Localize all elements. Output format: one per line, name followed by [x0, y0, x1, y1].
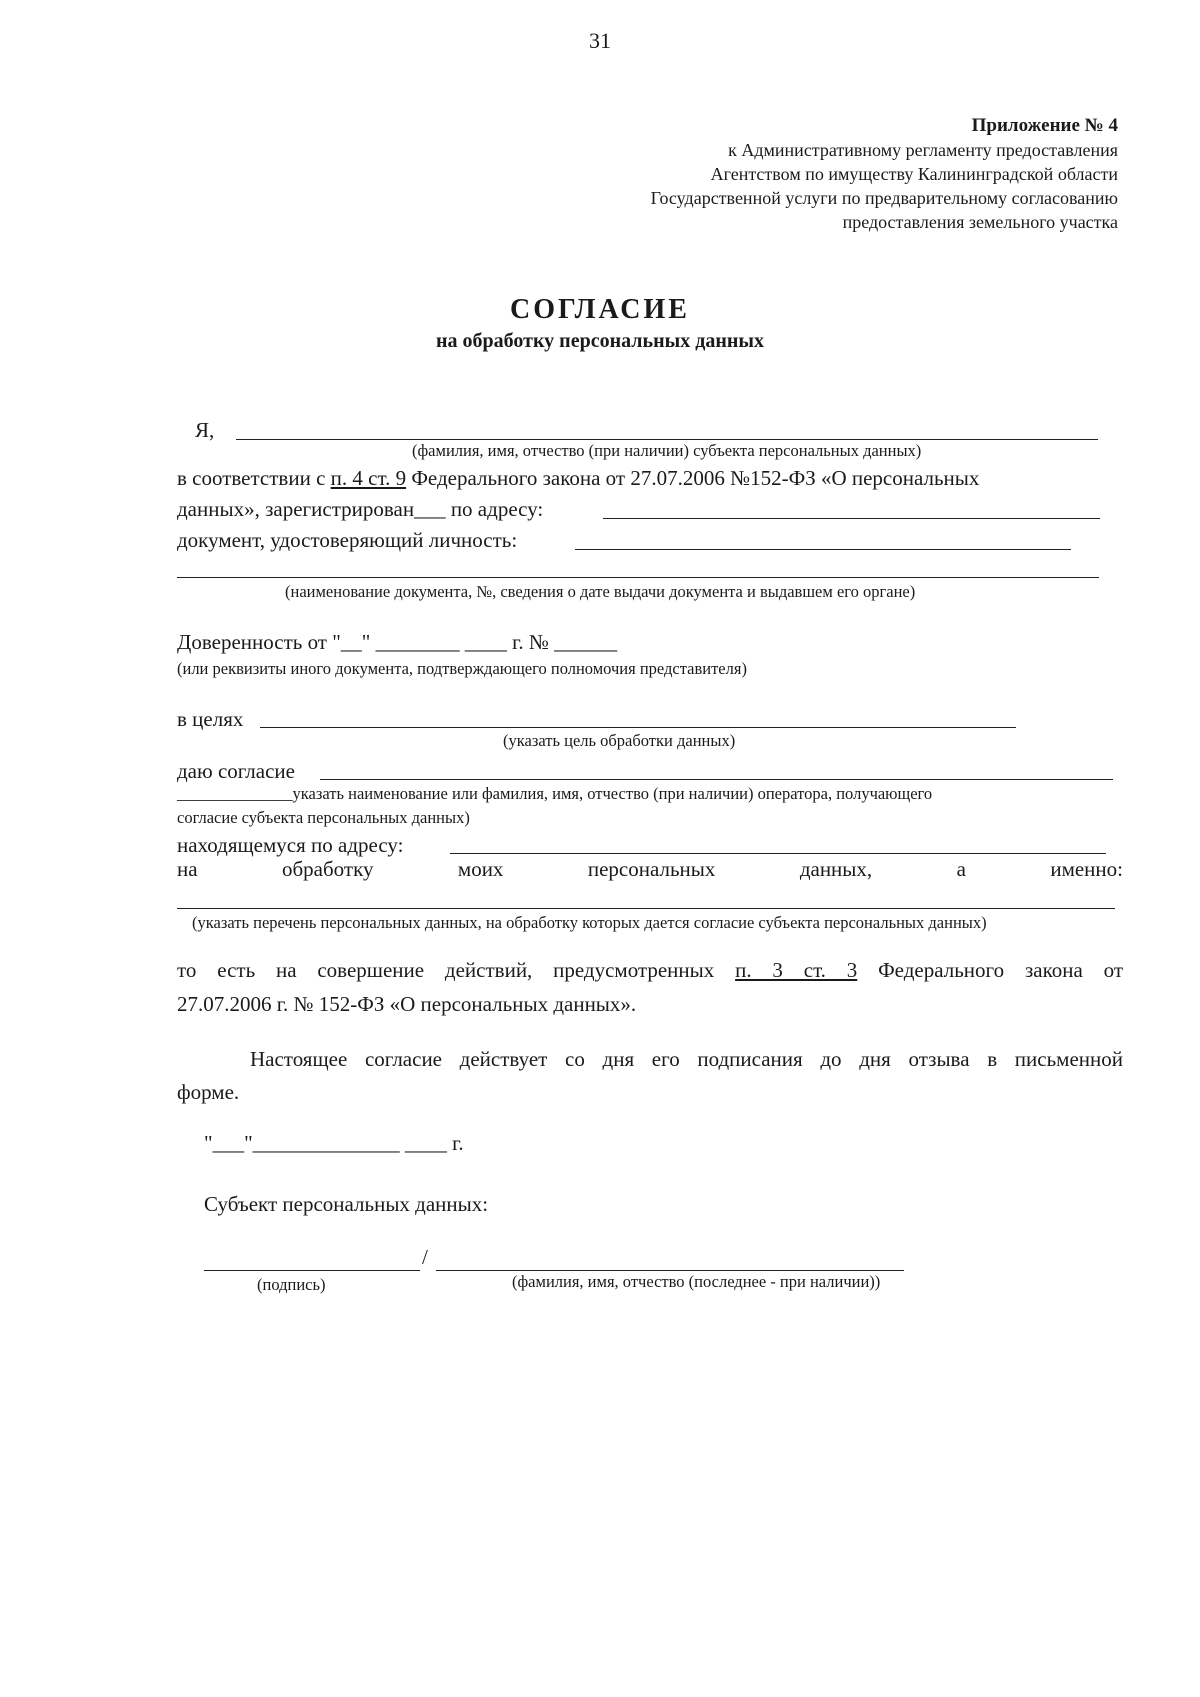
- location-label: находящемуся по адресу:: [177, 833, 404, 857]
- fio-signature-hint: (фамилия, имя, отчество (последнее - при наличии)): [512, 1272, 881, 1291]
- proxy-hint: (или реквизиты иного документа, подтверждающего полномочия представителя): [177, 659, 747, 678]
- address-field-line[interactable]: [603, 518, 1100, 519]
- data-list-field-line[interactable]: [177, 908, 1115, 909]
- subject-label: Субъект персональных данных:: [204, 1192, 489, 1216]
- processing-word: обработку: [281, 857, 374, 881]
- document-title: СОГЛАСИЕ: [510, 294, 690, 325]
- document-subtitle: на обработку персональных данных: [436, 330, 764, 352]
- purpose-field-line[interactable]: [260, 727, 1016, 728]
- fio-field-line[interactable]: [236, 439, 1098, 440]
- operator-hint-2: согласие субъекта персональных данных): [177, 808, 470, 827]
- i-label: Я,: [195, 418, 215, 442]
- processing-word: данных,: [799, 857, 873, 881]
- law-pre: в соответствии с: [177, 466, 331, 490]
- validity-line-1: Настоящее согласие действует со дня его подписания до дня отзыва в письменной: [250, 1047, 1123, 1071]
- address-label: данных», зарегистрирован___ по адресу:: [177, 497, 544, 521]
- processing-word: персональных: [587, 857, 716, 881]
- purpose-label: в целях: [177, 707, 244, 731]
- purpose-hint: (указать цель обработки данных): [503, 731, 736, 750]
- appendix-line: предоставления земельного участка: [842, 212, 1118, 232]
- actions-line-2: 27.07.2006 г. № 152-ФЗ «О персональных данных».: [177, 992, 637, 1016]
- appendix-block: [651, 114, 1118, 234]
- fio-signature-field-line[interactable]: [436, 1270, 904, 1271]
- processing-word: именно:: [1050, 857, 1123, 881]
- signature-field-line[interactable]: [204, 1270, 420, 1271]
- id-doc-hint: (наименование документа, №, сведения о дате выдачи документа и выдавшем его органе): [285, 582, 916, 601]
- proxy-label: Доверенность от "__" ________ ____ г. № ______: [177, 630, 618, 654]
- appendix-title: Приложение № 4: [971, 115, 1118, 136]
- appendix-line: к Административному регламенту предоставления: [728, 140, 1118, 160]
- processing-word: моих: [457, 857, 504, 881]
- operator-hint: ______________указать наименование или фамилия, имя, отчество (при наличии) оператора, получающего: [177, 784, 933, 803]
- processing-word: а: [956, 857, 966, 881]
- actions-post: Федерального закона от: [857, 958, 1123, 982]
- data-list-hint: (указать перечень персональных данных, на обработку которых дается согласие субъекта персональных данных): [192, 913, 987, 932]
- validity-line-2: форме.: [177, 1080, 240, 1104]
- appendix-line: Государственной услуги по предварительному согласованию: [650, 188, 1118, 208]
- id-doc-label: документ, удостоверяющий личность:: [177, 528, 518, 552]
- actions-line-1: [177, 958, 1123, 983]
- consent-label: даю согласие: [177, 759, 295, 783]
- actions-article-link[interactable]: п. 3 ст. 3: [735, 958, 858, 982]
- law-post: Федерального закона от 27.07.2006 №152-ФЗ «О персональных: [406, 466, 980, 490]
- date-field[interactable]: "___"______________ ____ г.: [204, 1131, 464, 1155]
- signature-hint: (подпись): [257, 1275, 326, 1294]
- appendix-line: Агентством по имуществу Калининградской области: [710, 164, 1118, 184]
- fio-hint: (фамилия, имя, отчество (при наличии) субъекта персональных данных): [412, 441, 922, 460]
- actions-pre: то есть на совершение действий, предусмотренных: [177, 958, 736, 982]
- id-doc-field-line[interactable]: [575, 549, 1071, 550]
- processing-row: [177, 857, 1123, 882]
- location-field-line[interactable]: [450, 853, 1106, 854]
- operator-field-line[interactable]: [320, 779, 1113, 780]
- signature-slash: /: [422, 1245, 428, 1269]
- law-reference-line: [177, 466, 979, 491]
- id-doc-field-line-2[interactable]: [177, 577, 1099, 578]
- processing-word: на: [177, 857, 198, 881]
- law-article-link[interactable]: п. 4 ст. 9: [330, 466, 407, 490]
- page-number: 31: [589, 28, 611, 53]
